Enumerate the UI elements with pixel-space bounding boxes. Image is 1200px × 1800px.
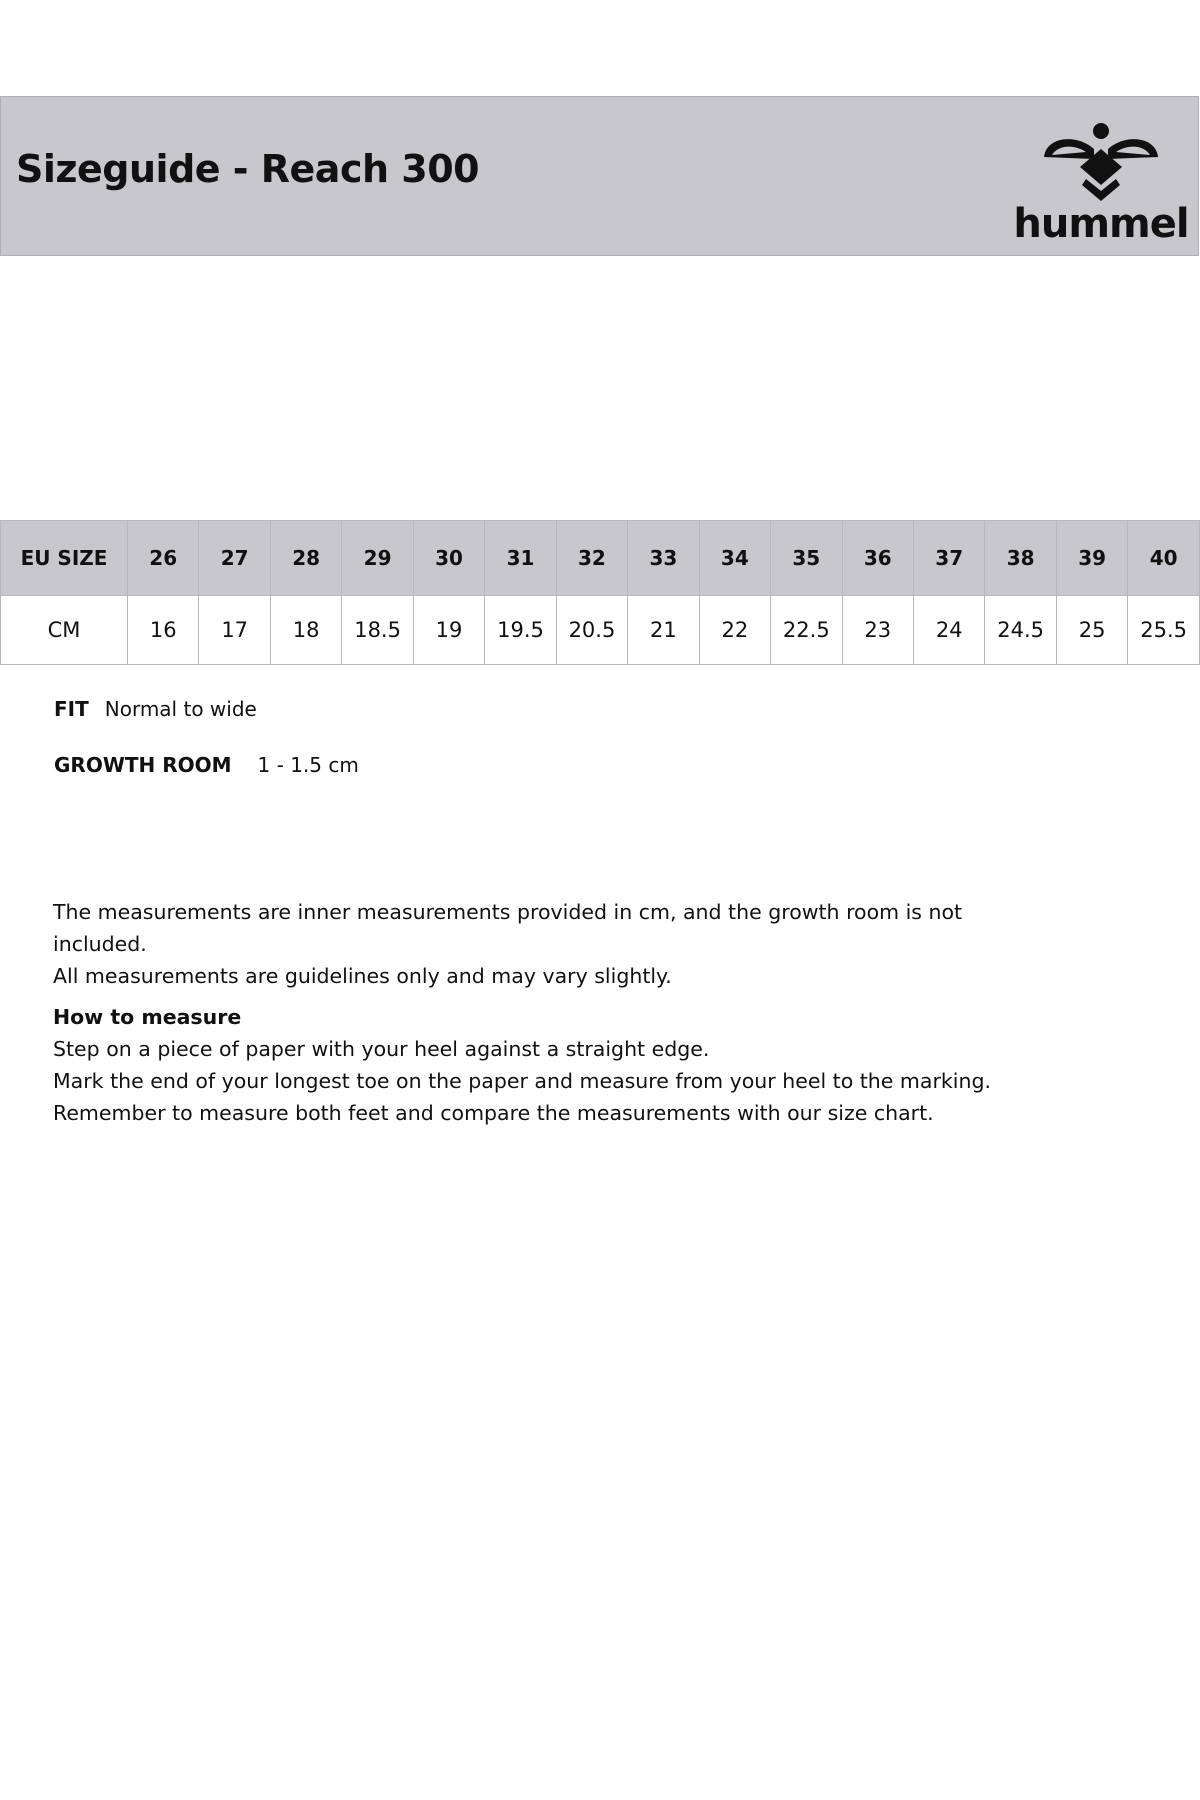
measure-step-1: Step on a piece of paper with your heel against a straight edge. bbox=[53, 1037, 710, 1061]
cm-value-cell: 18 bbox=[270, 596, 341, 665]
cm-value-cell: 23 bbox=[842, 596, 913, 665]
cm-value-cell: 22 bbox=[699, 596, 770, 665]
eu-size-cell: 38 bbox=[985, 521, 1056, 596]
eu-size-cell: 29 bbox=[342, 521, 413, 596]
fit-label: FIT bbox=[54, 697, 89, 721]
cm-label: CM bbox=[1, 596, 128, 665]
logo-wordmark: hummel bbox=[1013, 201, 1189, 247]
header-banner bbox=[0, 96, 1199, 256]
hummel-logo bbox=[1013, 119, 1189, 247]
cm-value-cell: 25 bbox=[1056, 596, 1127, 665]
eu-size-cell: 26 bbox=[128, 521, 199, 596]
eu-size-cell: 30 bbox=[413, 521, 484, 596]
measure-step-3: Remember to measure both feet and compare the measurements with our size chart. bbox=[53, 1101, 934, 1125]
cm-value-cell: 24.5 bbox=[985, 596, 1056, 665]
eu-size-cell: 28 bbox=[270, 521, 341, 596]
cm-value-cell: 20.5 bbox=[556, 596, 627, 665]
eu-size-cell: 32 bbox=[556, 521, 627, 596]
size-table bbox=[0, 520, 1200, 665]
eu-size-row bbox=[1, 521, 1200, 596]
cm-row bbox=[1, 596, 1200, 665]
growth-room-value: 1 - 1.5 cm bbox=[257, 753, 359, 777]
cm-value-cell: 24 bbox=[913, 596, 984, 665]
eu-size-cell: 31 bbox=[485, 521, 556, 596]
cm-value-cell: 22.5 bbox=[771, 596, 842, 665]
eu-size-cell: 33 bbox=[628, 521, 699, 596]
eu-size-cell: 40 bbox=[1128, 521, 1200, 596]
page-title: Sizeguide - Reach 300 bbox=[16, 147, 480, 191]
cm-value-cell: 18.5 bbox=[342, 596, 413, 665]
cm-value-cell: 25.5 bbox=[1128, 596, 1200, 665]
cm-value-cell: 21 bbox=[628, 596, 699, 665]
note-line-2: All measurements are guidelines only and may vary slightly. bbox=[53, 964, 672, 988]
eu-size-cell: 35 bbox=[771, 521, 842, 596]
measurement-notes bbox=[53, 896, 1053, 1129]
growth-room-info bbox=[54, 753, 359, 777]
fit-value: Normal to wide bbox=[104, 697, 257, 721]
growth-room-label: GROWTH ROOM bbox=[54, 753, 232, 777]
eu-size-cell: 37 bbox=[913, 521, 984, 596]
cm-value-cell: 16 bbox=[128, 596, 199, 665]
cm-value-cell: 17 bbox=[199, 596, 270, 665]
eu-size-cell: 36 bbox=[842, 521, 913, 596]
eu-size-header: EU SIZE bbox=[1, 521, 128, 596]
eu-size-cell: 39 bbox=[1056, 521, 1127, 596]
note-line-1: The measurements are inner measurements provided in cm, and the growth room is not included. bbox=[53, 900, 963, 956]
cm-value-cell: 19.5 bbox=[485, 596, 556, 665]
measure-step-2: Mark the end of your longest toe on the paper and measure from your heel to the marking. bbox=[53, 1069, 991, 1093]
eu-size-cell: 34 bbox=[699, 521, 770, 596]
cm-value-cell: 19 bbox=[413, 596, 484, 665]
eu-size-cell: 27 bbox=[199, 521, 270, 596]
how-to-measure-heading: How to measure bbox=[53, 1005, 242, 1029]
fit-info bbox=[54, 697, 257, 721]
